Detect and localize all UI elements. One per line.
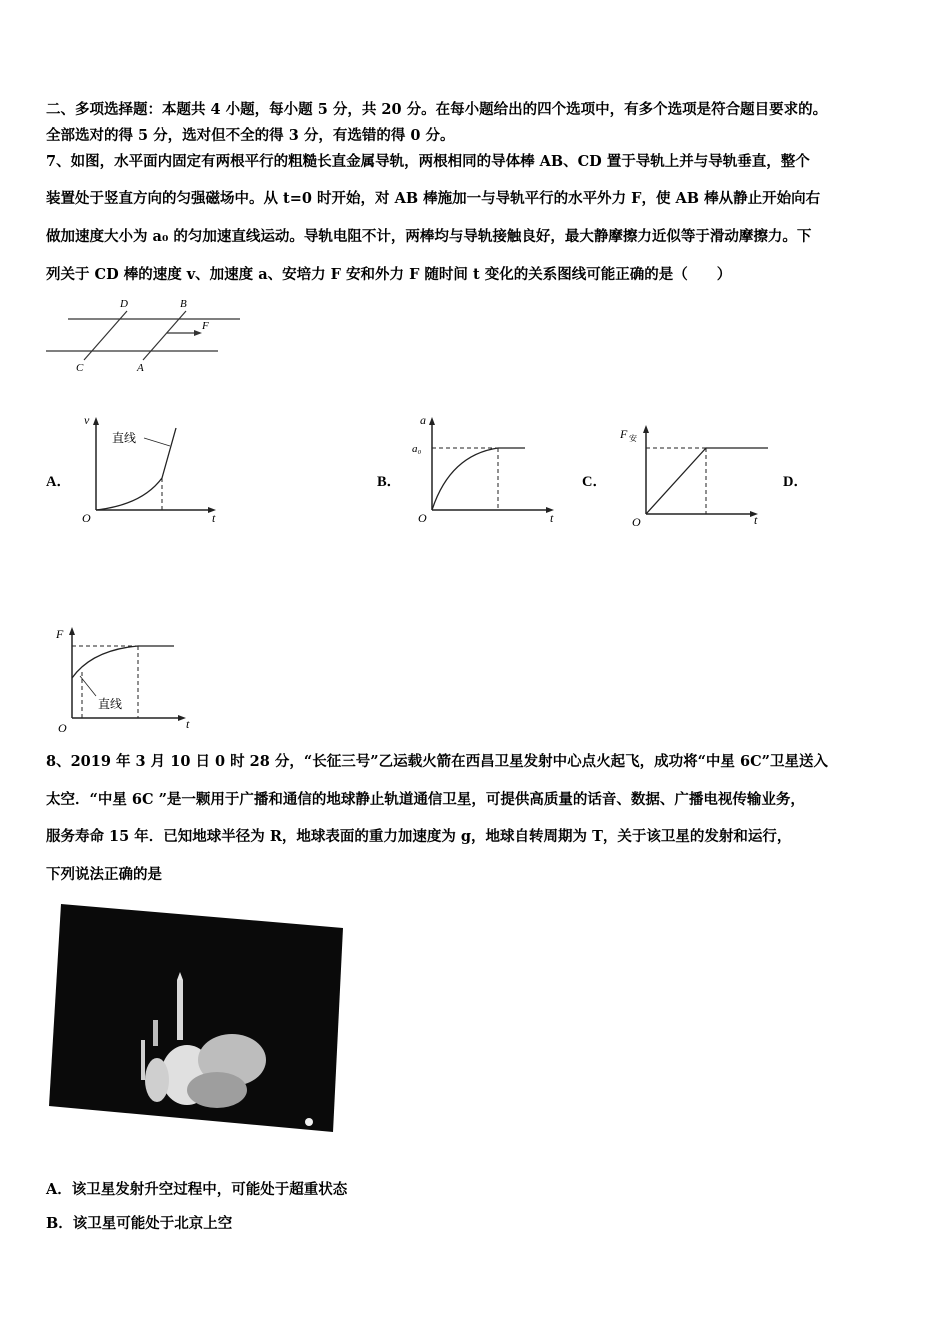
q8-stem-line2: 太空．“中星 6C ”是一颗用于广播和通信的地球静止轨道通信卫星，可提供高质量的话音、数据、广播电视传输业务， [46,791,805,808]
axis-f: F [620,427,628,441]
label-d: D [120,298,128,310]
label-f: F [202,320,209,332]
graph-d-external-force [52,620,212,735]
option-d-label: D． [783,474,808,490]
rail-diagram [40,295,250,375]
acceleration-curve [432,448,525,510]
note-straight-line: 直线 [112,431,137,445]
origin: O [632,515,641,529]
axis-v: v [84,413,90,427]
graph-c-ampere-force [620,418,780,530]
axis-f: F [56,627,64,641]
axis-t: t [550,511,554,525]
external-force-curve [72,646,174,678]
option-b-label: B． [377,474,402,490]
axis-a: a [420,413,426,427]
q7-stem-line3: 做加速度大小为 a₀ 的匀加速直线运动。导轨电阻不计，两棒均与导轨接触良好，最大静摩擦力近似等于滑动摩擦力。下 [46,228,812,245]
option-c-label: C． [582,474,607,490]
section-heading-line1: 二、多项选择题：本题共 4 小题，每小题 5 分，共 20 分。在每小题给出的四个选项中，有多个选项是符合题目要求的。 [46,101,828,118]
q8-stem-line3: 服务寿命 15 年．已知地球半径为 R，地球表面的重力加速度为 g，地球自转周期为 T，关于该卫星的发射和运行， [46,828,792,845]
rod-ab [143,311,186,360]
rocket-body [177,980,183,1040]
label-a0: a₀ [412,443,422,455]
graph-b-acceleration [410,410,570,525]
q7-stem-line4: 列关于 CD 棒的速度 v、加速度 a、安培力 F 安和外力 F 随时间 t 变化的关系图线可能正确的是（ ） [46,266,732,283]
axis-t: t [754,513,758,527]
note-straight-line: 直线 [98,697,123,711]
option-a-label: A． [46,474,71,490]
force-arrowhead [194,330,202,336]
q8-option-b: B．该卫星可能处于北京上空 [46,1215,233,1232]
origin: O [82,511,91,525]
label-a: A [137,362,144,374]
q8-stem-line1: 8、2019 年 3 月 10 日 0 时 28 分，“长征三号”乙运载火箭在西昌卫星发射中心点火起飞，成功将“中星 6C”卫星送入 [46,753,828,770]
origin: O [418,511,427,525]
rocket-launch-photo [47,900,345,1140]
axis-t: t [186,717,190,731]
label-c: C [76,362,84,374]
label-b: B [180,298,187,310]
ampere-force-line [646,448,768,514]
q8-option-a: A．该卫星发射升空过程中，可能处于超重状态 [46,1181,348,1198]
q7-stem-line1: 7、如图，水平面内固定有两根平行的粗糙长直金属导轨，两根相同的导体棒 AB、CD 置于导轨上并与导轨垂直，整个 [46,153,810,170]
rod-cd [84,311,127,360]
graph-a-velocity [72,410,232,525]
section-heading-line2: 全部选对的得 5 分，选对但不全的得 3 分，有选错的得 0 分。 [46,127,455,144]
axis-f-subscript: 安 [629,434,637,443]
origin: O [58,721,67,735]
q8-stem-line4: 下列说法正确的是 [46,866,162,883]
axis-t: t [212,511,216,525]
q7-stem-line2: 装置处于竖直方向的匀强磁场中。从 t=0 时开始，对 AB 棒施加一与导轨平行的水平外力 F，使 AB 棒从静止开始向右 [46,190,821,207]
